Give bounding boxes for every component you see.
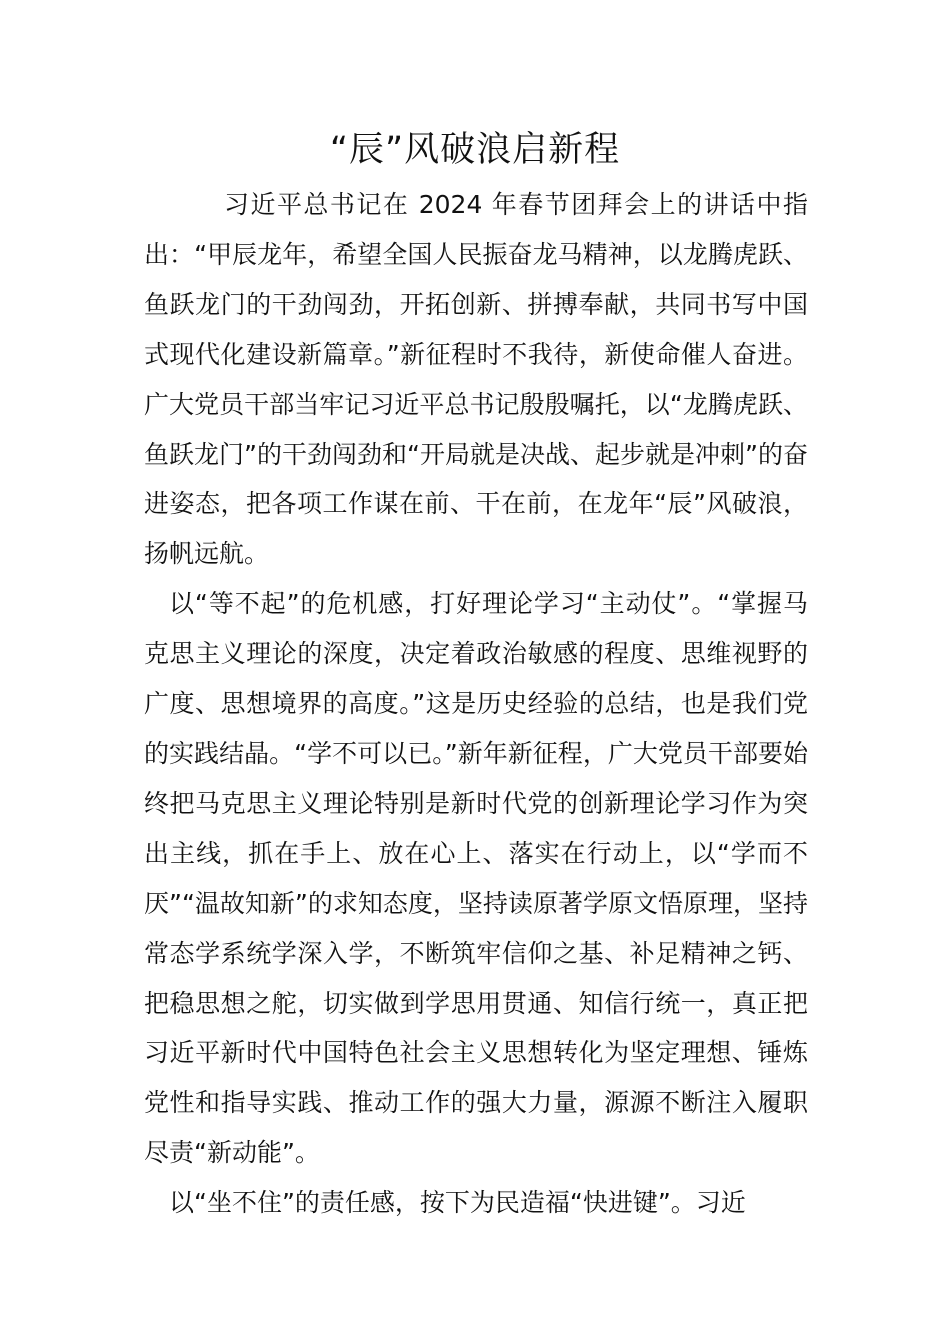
paragraph-serve-people: 以“坐不住”的责任感，按下为民造福“快进键”。习近 xyxy=(169,1188,746,1218)
document-title: “辰”风破浪启新程 xyxy=(329,130,621,170)
paragraph-theory-study: 以“等不起”的危机感，打好理论学习“主动仗”。“掌握马克思主义理论的深度，决定着政治敏感的程度、思维视野的广度、思想境界的高度。”这是历史经验的总结，也是我们党的实践结晶。“学不可以已。”新年新征程，广大党员干部要始终把马克思主义理论特别是新时代党的创新理论学习作为突出主线，抓在手上、放在心上、落实在行动上，以“学而不厌”“温故知新”的求知态度，坚持读原著学原文悟原理，坚持常态学系统学深入学，不断筑牢信仰之基、补足精神之钙、把稳思想之舵，切实做到学思用贯通、知信行统一，真正把习近平新时代中国特色社会主义思想转化为坚定理想、锤炼党性和指导实践、推动工作的强大力量，源源不断注入履职尽责“新动能”。 xyxy=(144,589,808,1168)
paragraph-intro: 习近平总书记在 2024 年春节团拜会上的讲话中指出：“甲辰龙年，希望全国人民振奋龙马精神，以龙腾虎跃、鱼跃龙门的干劲闯劲，开拓创新、拼搏奉献，共同书写中国式现代化建设新篇章。”新征程时不我待，新使命催人奋进。广大党员干部当牢记习近平总书记殷殷嘱托，以“龙腾虎跃、鱼跃龙门”的干劲闯劲和“开局就是决战、起步就是冲刺”的奋进姿态，把各项工作谋在前、干在前，在龙年“辰”风破浪，扬帆远航。 xyxy=(144,190,808,569)
document-body xyxy=(144,180,808,1228)
